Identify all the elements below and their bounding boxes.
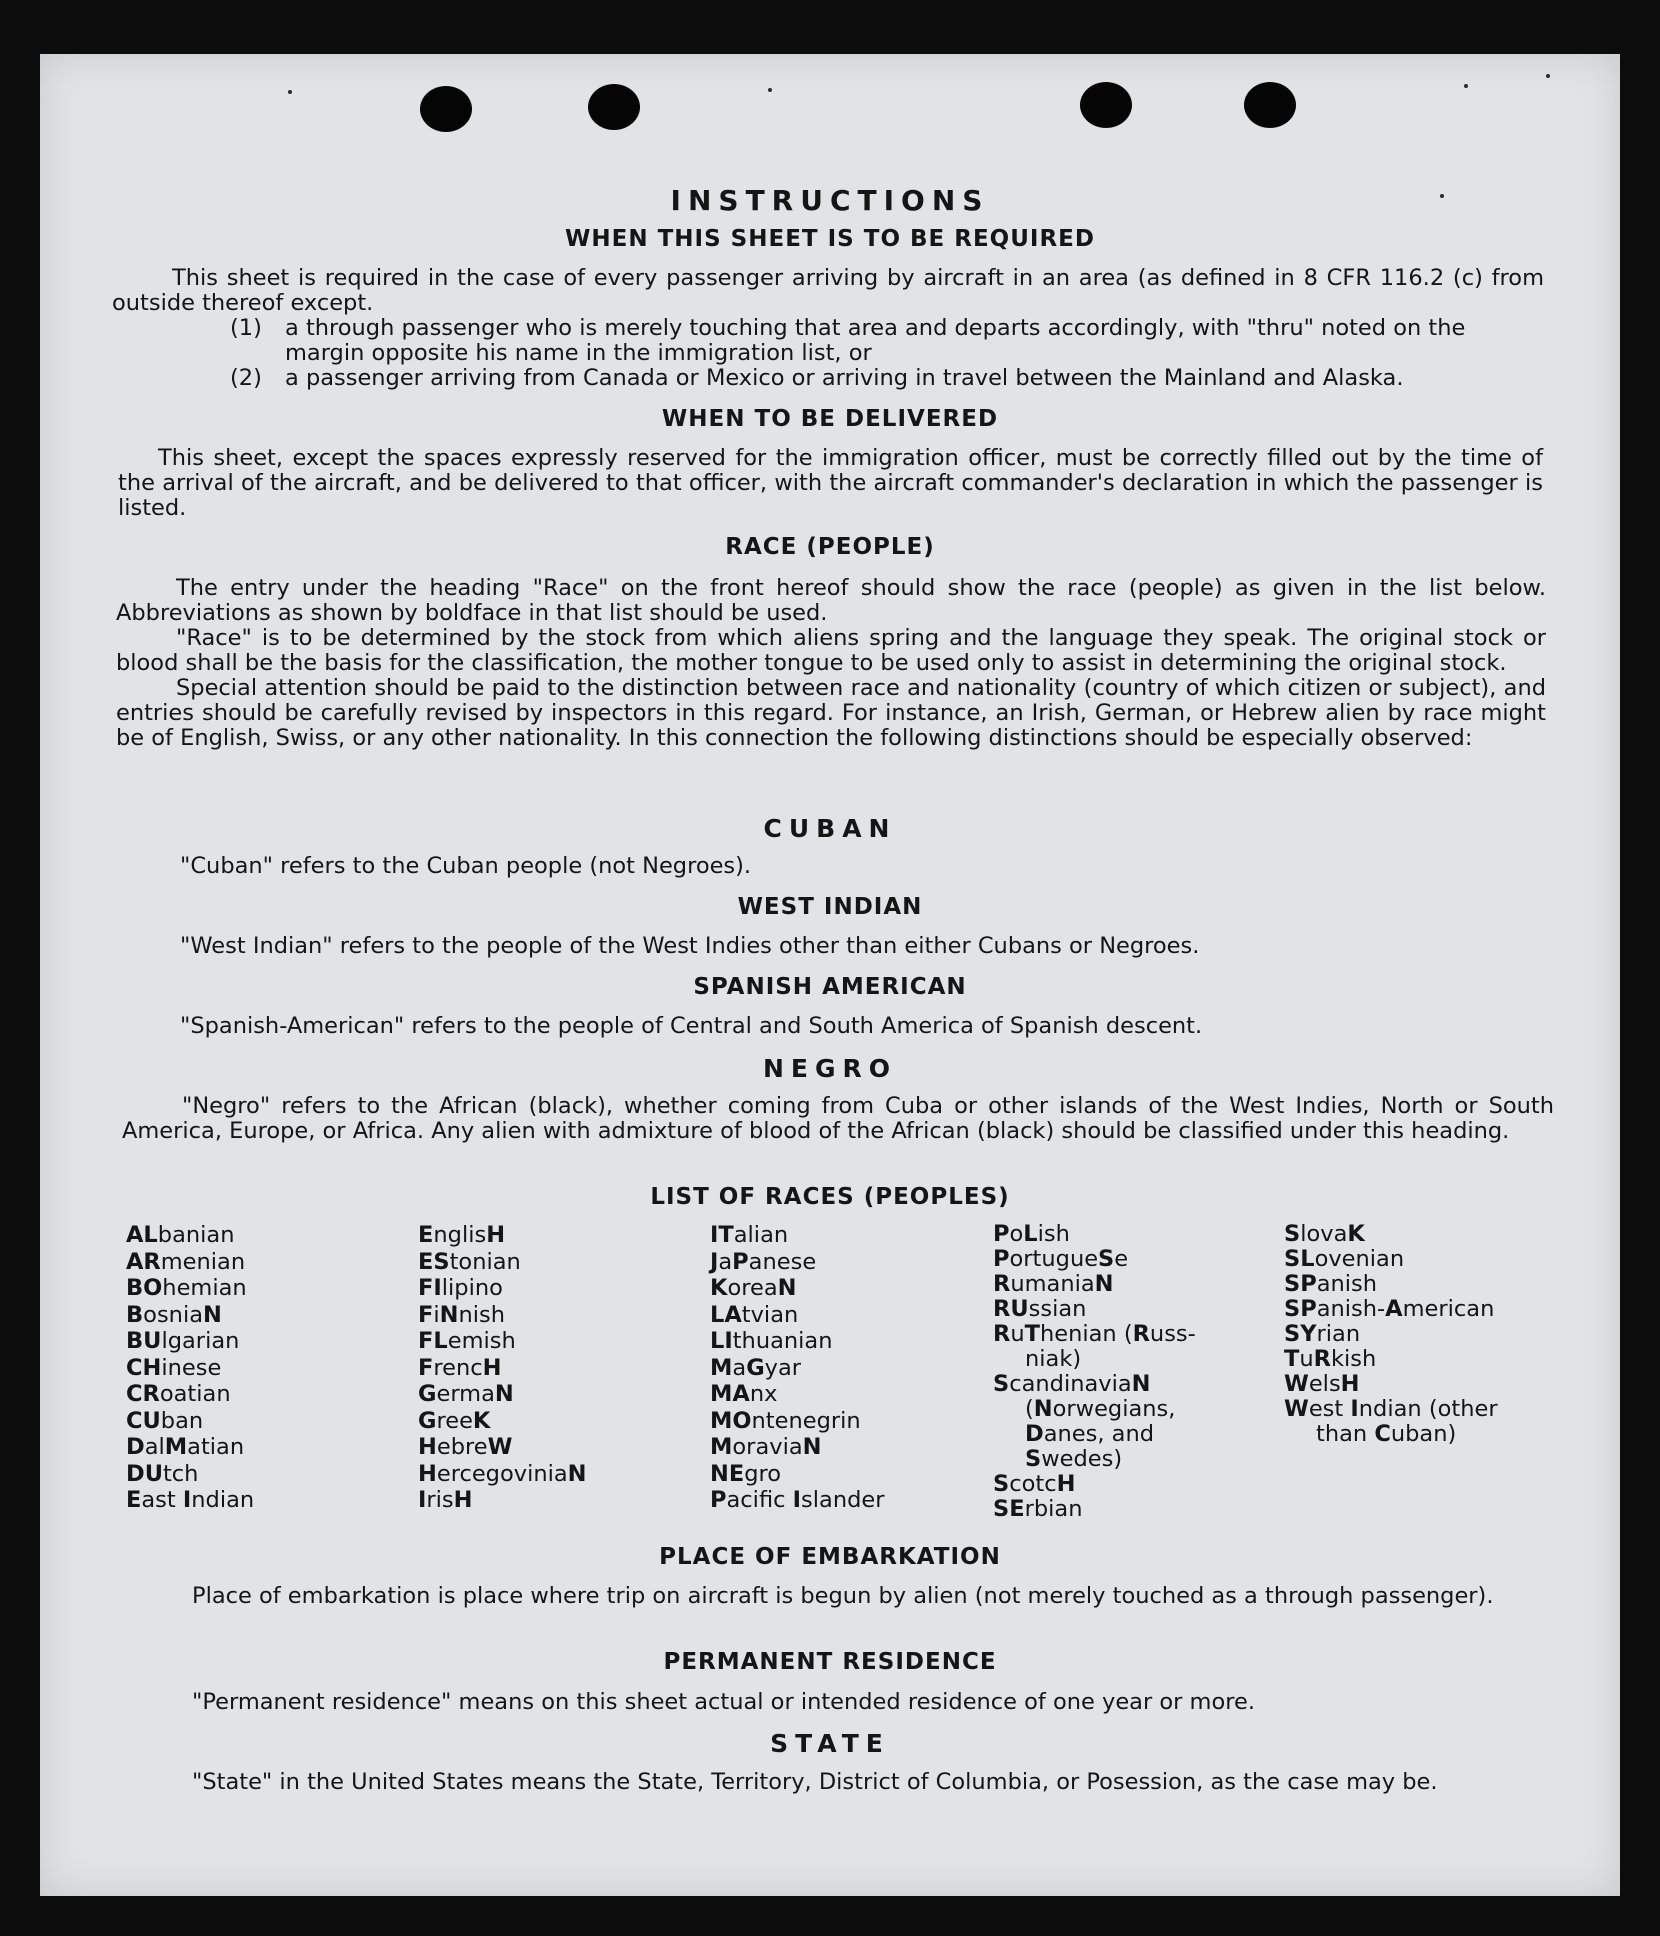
races-column-1	[126, 1222, 254, 1514]
heading-embarkation: PLACE OF EMBARKATION	[659, 1544, 1001, 1570]
list-item: KoreaN	[710, 1275, 797, 1301]
speck	[1464, 84, 1468, 88]
list-item: JaPanese	[710, 1248, 817, 1275]
list-item: IrisH	[418, 1487, 473, 1513]
list-item: (1) a through passenger who is merely touching that area and departs accordingly, with "thru" noted on the margin opposite his name in the immigration list, or	[230, 315, 1466, 366]
spanish-american-text: "Spanish-American" refers to the people of Central and South America of Spanish descent.	[180, 1013, 1203, 1039]
list-item: ARmenian	[126, 1248, 246, 1275]
heading-west-indian: WEST INDIAN	[737, 894, 923, 920]
when-delivered-text: This sheet, except the spaces expressly reserved for the immigration officer, must be correctly filled out by the time of the arrival of the aircraft, and be delivered to that officer, with the aircraft commander's declaration in which the passenger is listed.	[118, 445, 1543, 521]
list-item: MAnx	[710, 1381, 778, 1407]
speck	[768, 88, 772, 92]
list-item: SPanish	[1284, 1271, 1378, 1297]
list-item: ScotcH	[993, 1471, 1076, 1497]
list-item: GreeK	[418, 1407, 491, 1434]
list-item: ScandinaviaN	[993, 1371, 1151, 1397]
speck	[1546, 74, 1550, 78]
heading-negro: NEGRO	[762, 1054, 898, 1083]
race-text: The entry under the heading "Race" on the front hereof should show the race (people) as given in the list below. Abbreviations as shown by boldface in that list should be used. "Race" is to be determined by the stock from which aliens spring and the language they speak. The original stock or blood shall be the basis for the classification, the mother tongue to be used only to assist in determining the original stock. Special attention should be paid to the distinction between race and nationality (country of which citizen or subject), and entries should be carefully revised by inspectors in this regard. For instance, an Irish, German, or Hebrew alien by race might be of English, Swiss, or any other nationality. In this connection the following distinctions should be especially observed:	[116, 575, 1546, 751]
when-required-intro: This sheet is required in the case of every passenger arriving by aircraft in an area (as defined in 8 CFR 116.2 (c) from outside thereof except.	[112, 265, 1544, 316]
cuban-text: "Cuban" refers to the Cuban people (not Negroes).	[180, 853, 752, 879]
list-item: BUlgarian	[126, 1328, 240, 1354]
list-item: PortugueSe	[993, 1246, 1129, 1272]
list-item: DalMatian	[126, 1434, 245, 1460]
list-item: than Cuban)	[1316, 1421, 1457, 1447]
list-item: Swedes)	[1025, 1446, 1123, 1472]
races-column-2	[418, 1222, 587, 1514]
list-item: EnglisH	[418, 1222, 506, 1248]
list-item: SLovenian	[1284, 1246, 1405, 1272]
residence-text: "Permanent residence" means on this sheet actual or intended residence of one year or more.	[192, 1689, 1255, 1715]
list-item: WelsH	[1284, 1371, 1360, 1397]
list-item: CUban	[126, 1407, 204, 1434]
list-item: PoLish	[993, 1221, 1070, 1247]
heading-permanent-residence: PERMANENT RESIDENCE	[663, 1649, 997, 1675]
list-item: MoraviaN	[710, 1434, 822, 1460]
list-item: ITalian	[710, 1222, 789, 1248]
west-indian-text: "West Indian" refers to the people of the West Indies other than either Cubans or Negroes.	[180, 933, 1200, 959]
heading-spanish-american: SPANISH AMERICAN	[693, 974, 967, 1000]
list-item: GermaN	[418, 1381, 514, 1407]
list-item: DUtch	[126, 1460, 199, 1487]
list-item: Danes, and	[1025, 1421, 1154, 1447]
speck	[288, 90, 292, 94]
punch-hole	[1244, 82, 1296, 128]
exception-list	[230, 316, 1495, 391]
list-item: RUssian	[993, 1296, 1087, 1322]
state-text: "State" in the United States means the State, Territory, District of Columbia, or Posession, as the case may be.	[192, 1769, 1438, 1795]
list-item: SPanish-American	[1284, 1296, 1495, 1322]
negro-text: "Negro" refers to the African (black), whether coming from Cuba or other islands of the West Indies, North or South America, Europe, or Africa. Any alien with admixture of blood of the African (black) should be classified under this heading.	[122, 1093, 1554, 1144]
heading-when-required: WHEN THIS SHEET IS TO BE REQUIRED	[565, 226, 1095, 252]
list-item: SErbian	[993, 1496, 1083, 1522]
list-item: TuRkish	[1284, 1346, 1377, 1372]
list-item: West Indian (other	[1284, 1396, 1498, 1422]
list-item: FLemish	[418, 1328, 516, 1354]
races-column-3	[710, 1222, 885, 1514]
list-item: FrencH	[418, 1354, 502, 1381]
heading-state: STATE	[770, 1729, 890, 1758]
heading-race: RACE (PEOPLE)	[725, 534, 935, 560]
embarkation-text: Place of embarkation is place where trip on aircraft is begun by alien (not merely touched as a through passenger).	[192, 1583, 1494, 1609]
list-item: FiNnish	[418, 1301, 506, 1328]
list-item: EStonian	[418, 1248, 521, 1275]
list-item: CRoatian	[126, 1381, 231, 1407]
list-item: ALbanian	[126, 1222, 235, 1248]
punch-hole	[1080, 82, 1132, 128]
punch-hole	[588, 84, 640, 130]
heading-cuban: CUBAN	[763, 814, 897, 843]
list-item: CHinese	[126, 1354, 222, 1381]
document-sheet	[40, 54, 1620, 1896]
heading-list-of-races: LIST OF RACES (PEOPLES)	[650, 1184, 1010, 1210]
list-item: SlovaK	[1284, 1221, 1365, 1247]
races-column-5	[1284, 1222, 1498, 1447]
list-item: LIthuanian	[710, 1328, 833, 1354]
list-item: BosniaN	[126, 1301, 222, 1328]
list-item: (2) a passenger arriving from Canada or Mexico or arriving in travel between the Mainland and Alaska.	[230, 365, 1404, 391]
list-item: niak)	[1025, 1346, 1082, 1372]
list-item: HercegoviniaN	[418, 1460, 587, 1487]
punch-hole	[420, 86, 472, 132]
list-item: (Norwegians,	[1025, 1396, 1176, 1422]
page-title: INSTRUCTIONS	[670, 184, 990, 217]
list-item: BOhemian	[126, 1275, 247, 1301]
list-item: SYrian	[1284, 1321, 1361, 1347]
list-item: FIlipino	[418, 1275, 503, 1301]
list-item: HebreW	[418, 1434, 513, 1460]
races-column-4	[993, 1222, 1196, 1522]
heading-when-delivered: WHEN TO BE DELIVERED	[661, 406, 999, 432]
list-item: MaGyar	[710, 1354, 802, 1381]
list-item: MOntenegrin	[710, 1407, 861, 1434]
list-item: RuThenian (Russ-	[993, 1321, 1196, 1347]
list-item: RumaniaN	[993, 1271, 1114, 1297]
list-item: NEgro	[710, 1460, 782, 1487]
list-item: LAtvian	[710, 1301, 799, 1328]
list-item: Pacifc Islander	[710, 1487, 885, 1513]
list-item: East Indian	[126, 1487, 255, 1513]
